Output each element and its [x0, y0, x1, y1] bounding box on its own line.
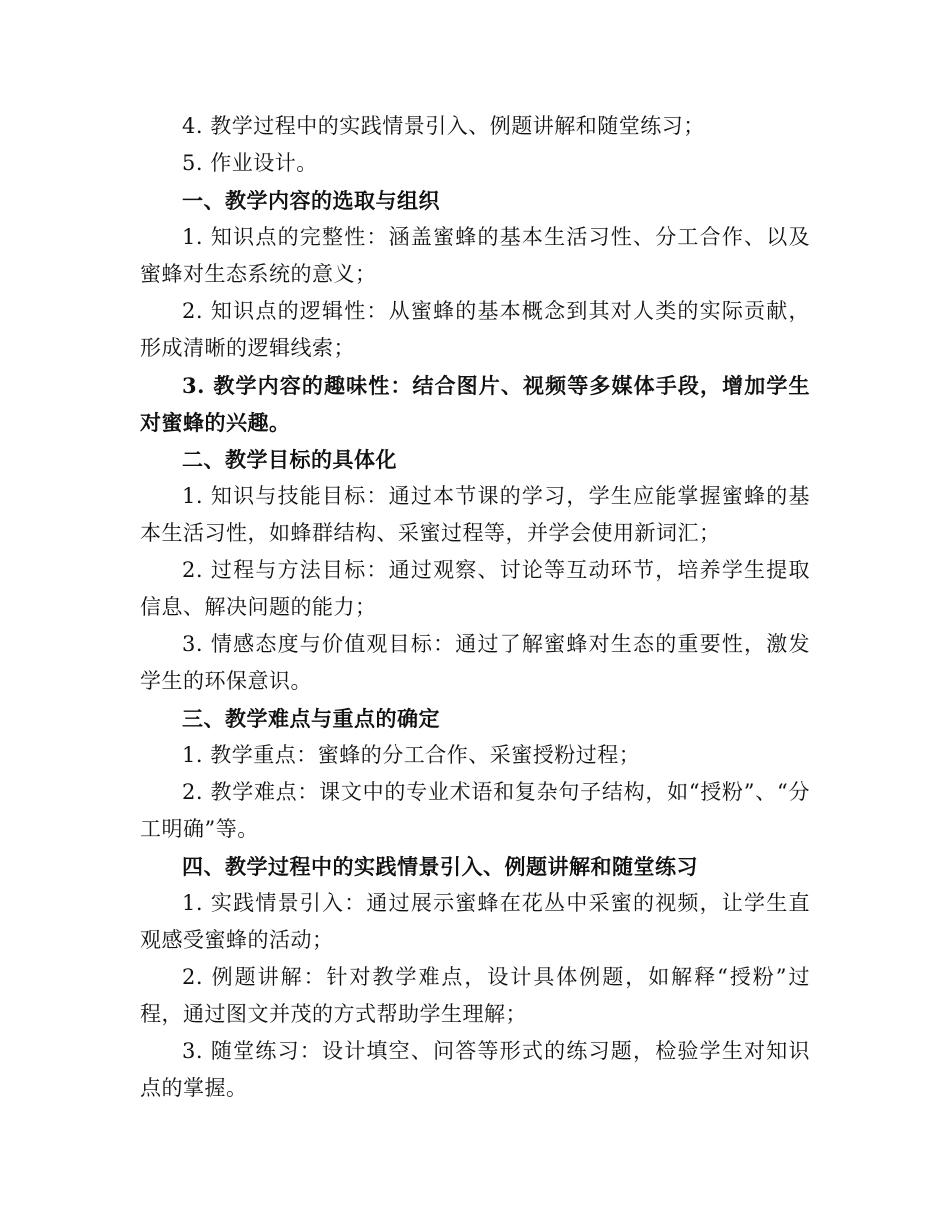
section-1-item-1: 1. 知识点的完整性：涵盖蜜蜂的基本生活习性、分工合作、以及蜜蜂对生态系统的意义；	[140, 225, 810, 286]
section-1-item-3: 3. 教学内容的趣味性：结合图片、视频等多媒体手段，增加学生对蜜蜂的兴趣。	[140, 373, 810, 435]
section-2-item-2: 2. 过程与方法目标：通过观察、讨论等互动环节，培养学生提取信息、解决问题的能力；	[140, 558, 810, 619]
section-4-item-3: 3. 随堂练习：设计填空、问答等形式的练习题，检验学生对知识点的掌握。	[140, 1039, 810, 1100]
list-item-step-5: 5. 作业设计。	[182, 151, 318, 175]
document-body	[140, 108, 810, 1107]
section-4-item-2: 2. 例题讲解：针对教学难点，设计具体例题，如解释“授粉”过程，通过图文并茂的方式帮助学生理解；	[140, 965, 810, 1026]
section-3-item-2: 2. 教学难点：课文中的专业术语和复杂句子结构，如“授粉”、“分工明确”等。	[140, 780, 810, 841]
section-heading-4: 四、教学过程中的实践情景引入、例题讲解和随堂练习	[182, 854, 698, 879]
section-heading-1: 一、教学内容的选取与组织	[182, 188, 440, 213]
list-item-step-4: 4. 教学过程中的实践情景引入、例题讲解和随堂练习；	[182, 114, 705, 138]
section-4-item-1: 1. 实践情景引入：通过展示蜜蜂在花丛中采蜜的视频，让学生直观感受蜜蜂的活动；	[140, 891, 810, 952]
section-2-item-3: 3. 情感态度与价值观目标：通过了解蜜蜂对生态的重要性，激发学生的环保意识。	[140, 632, 810, 693]
section-heading-2: 二、教学目标的具体化	[182, 447, 397, 472]
section-2-item-1: 1. 知识与技能目标：通过本节课的学习，学生应能掌握蜜蜂的基本生活习性，如蜂群结构、采蜜过程等，并学会使用新词汇；	[140, 484, 810, 545]
section-3-item-1: 1. 教学重点：蜜蜂的分工合作、采蜜授粉过程；	[182, 743, 641, 767]
section-heading-3: 三、教学难点与重点的确定	[182, 706, 440, 731]
section-1-item-2: 2. 知识点的逻辑性：从蜜蜂的基本概念到其对人类的实际贡献，形成清晰的逻辑线索；	[140, 299, 810, 360]
